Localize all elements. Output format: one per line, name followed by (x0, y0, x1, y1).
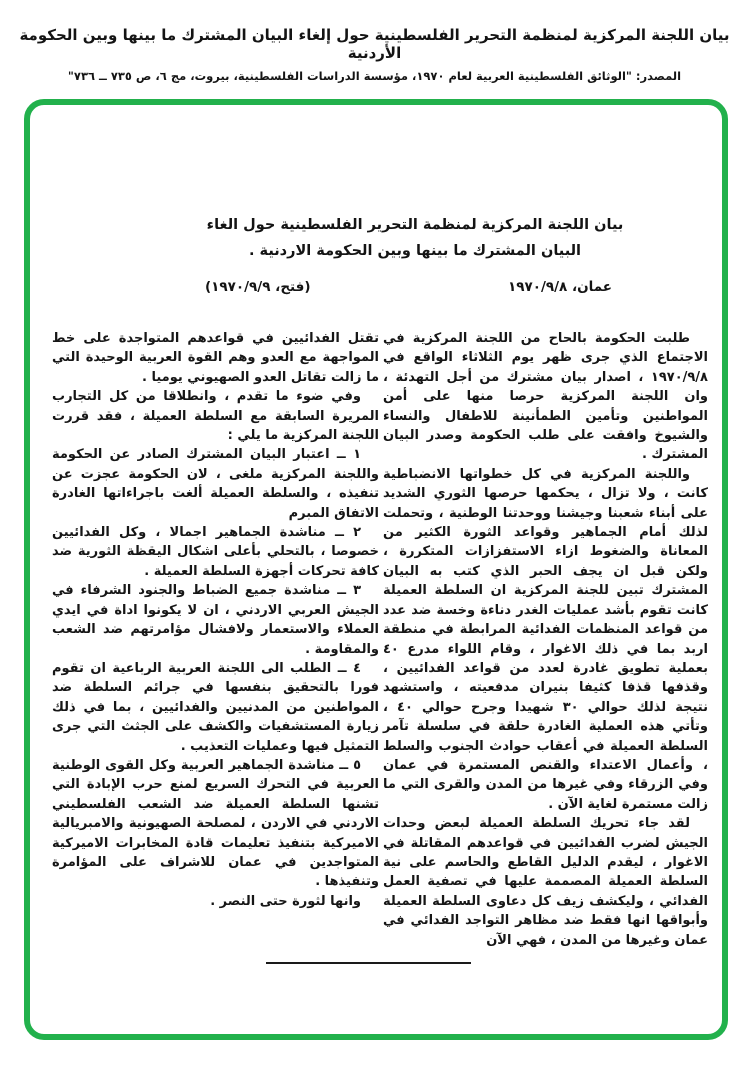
paragraph: وفي ضوء ما تقدم ، وانطلاقا من كل التجارب المريرة السابقة مع السلطة العميلة ، فقد قررت اللجنة المركزية ما يلي : (52, 389, 379, 444)
document-title-line2: البيان المشترك ما بينها وبين الحكومة الاردنية . (248, 243, 582, 259)
paragraph: ٣ ــ مناشدة جميع الضباط والجنود الشرفاء في الجيش العربي الاردني ، ان لا يكونوا اداة في ايدي العملاء والاستعمار ولافشال مؤامرتهم ضد الشعب والمقاومة . (52, 583, 379, 657)
document-title (200, 212, 630, 264)
paragraph: ٤ ــ الطلب الى اللجنة العربية الرباعية ان تقوم فورا بالتحقيق بنفسها في جرائم السلطة ضد المواطنين من المدنيين والفدائيين ، بما في ذلك زيارة المستشفيات والكشف على الجثث التي جرى التمثيل فيها وعمليات التعذيب . (52, 660, 379, 754)
publication-date: (فتح، ١٩٧٠/٩/٩) (205, 279, 311, 295)
page-header (0, 26, 749, 83)
document-title-line1: بيان اللجنة المركزية لمنظمة التحرير الفلسطينية حول الغاء (206, 217, 624, 233)
paragraph: وانها لثورة حتى النصر . (210, 893, 361, 909)
paragraph: ٢ ــ مناشدة الجماهير اجمالا ، وكل الفدائيين خصوصا ، بالتحلي بأعلى اشكال اليقظة الثورية ضد كافة تحركات أجهزة السلطة العميلة . (52, 525, 379, 579)
paragraph: لقد جاء تحريك السلطة العميلة لبعض وحدات الجيش لضرب الفدائيين في قواعدهم المقاتلة في الاغوار ، ليقدم الدليل القاطع والحاسم على نية السلطة العميلة المصممة عليها في تصفية العمل الفدائي ، وليكشف زيف كل دعاوى السلطة العميلة وأبواقها انها فقط ضد مظاهر التواجد الفدائي في عمان وغيرها من المدن ، فهي الآن (383, 816, 708, 948)
place-date: عمان، ١٩٧٠/٩/٨ (507, 279, 612, 295)
page-header-title: بيان اللجنة المركزية لمنظمة التحرير الفلسطينية حول إلغاء البيان المشترك ما بينها وبين الحكومة الأردنية (19, 26, 730, 62)
paragraph: ١ ــ اعتبار البيان المشترك الصادر عن الحكومة واللجنة المركزية ملغى ، لان الحكومة عجزت عن تنفيذه ، والسلطة العميلة ألغت باجراءاتها الغادرة الاتفاق المبرم (52, 447, 379, 521)
footnote-divider (266, 962, 471, 964)
paragraph: ٥ ــ مناشدة الجماهير العربية وكل القوى الوطنية العربية في التحرك السريع لمنع حرب الإبادة التي تشنها السلطة العميلة ضد الشعب الفلسطيني الاردني في الاردن ، لمصلحة الصهيونية والامبريالية الاميركية بتنفيذ تعليمات قادة المخابرات الاميركية المتواجدين في عمان للاشراف على المؤامرة وتنفيذها . (52, 757, 379, 890)
right-column (383, 329, 708, 950)
paragraph: طلبت الحكومة بالحاح من اللجنة المركزية في الاجتماع الذي جرى ظهر يوم الثلاثاء الواقع في ١٩٧٠/٩/٨ ، اصدار بيان مشترك من أجل التهدئة ، وان اللجنة المركزية حرصا منها على أمن المواطنين وتأمين الطمأنينة للاطفال والنساء والشيوخ وافقت على طلب الحكومة وصدر البيان المشترك . (383, 331, 708, 463)
paragraph: واللجنة المركزية في كل خطواتها الانضباطية كانت ، ولا تزال ، يحكمها حرصها الثوري الشديد على أبناء شعبنا وجيشنا ووحدتنا الوطنية ، وتحملت لذلك أمام الجماهير وقواعد الثورة الكثير من المعاناة والضغوط ازاء الاستفزازات المتكررة ، ولكن قبل ان يجف الحبر الذي كتب به البيان المشترك تبين للجنة المركزية ان السلطة العميلة كانت تقوم بأشد عمليات الغدر دناءة وخسة ضد عدد من قواعد المنظمات الفدائية المرابطة في منطقة اربد بما في ذلك الاغوار ، وقام اللواء مدرع ٤٠ بعملية تطويق غادرة لعدد من قواعد الفدائيين ، وقذفها قذفا كثيفا بنيران مدفعيته ، واستشهد نتيجة لذلك حوالي ٣٠ شهيدا وجرح حوالي ٤٠ ، وتأتي هذه العملية الغادرة حلقة في سلسلة تآمر السلطة العميلة في أعقاب حوادث الجنوب والسلط ، وأعمال الاعتداء والقنص المستمرة في عمان وفي الزرقاء وفي غيرها من المدن والقرى التي ما زالت مستمرة لغاية الآن . (383, 466, 708, 812)
left-column (52, 329, 379, 911)
page-header-source: المصدر: "الوثائق الفلسطينية العربية لعام ١٩٧٠، مؤسسة الدراسات الفلسطينية، بيروت، مج ٦، ص ٧٣٥ ــ ٧٣٦" (67, 69, 682, 83)
paragraph: تقتل الفدائيين في قواعدهم المتواجدة على خط المواجهة مع العدو وهم القوة العربية الوحيدة التي ما زالت تقاتل العدو الصهيوني يوميا . (52, 331, 379, 385)
